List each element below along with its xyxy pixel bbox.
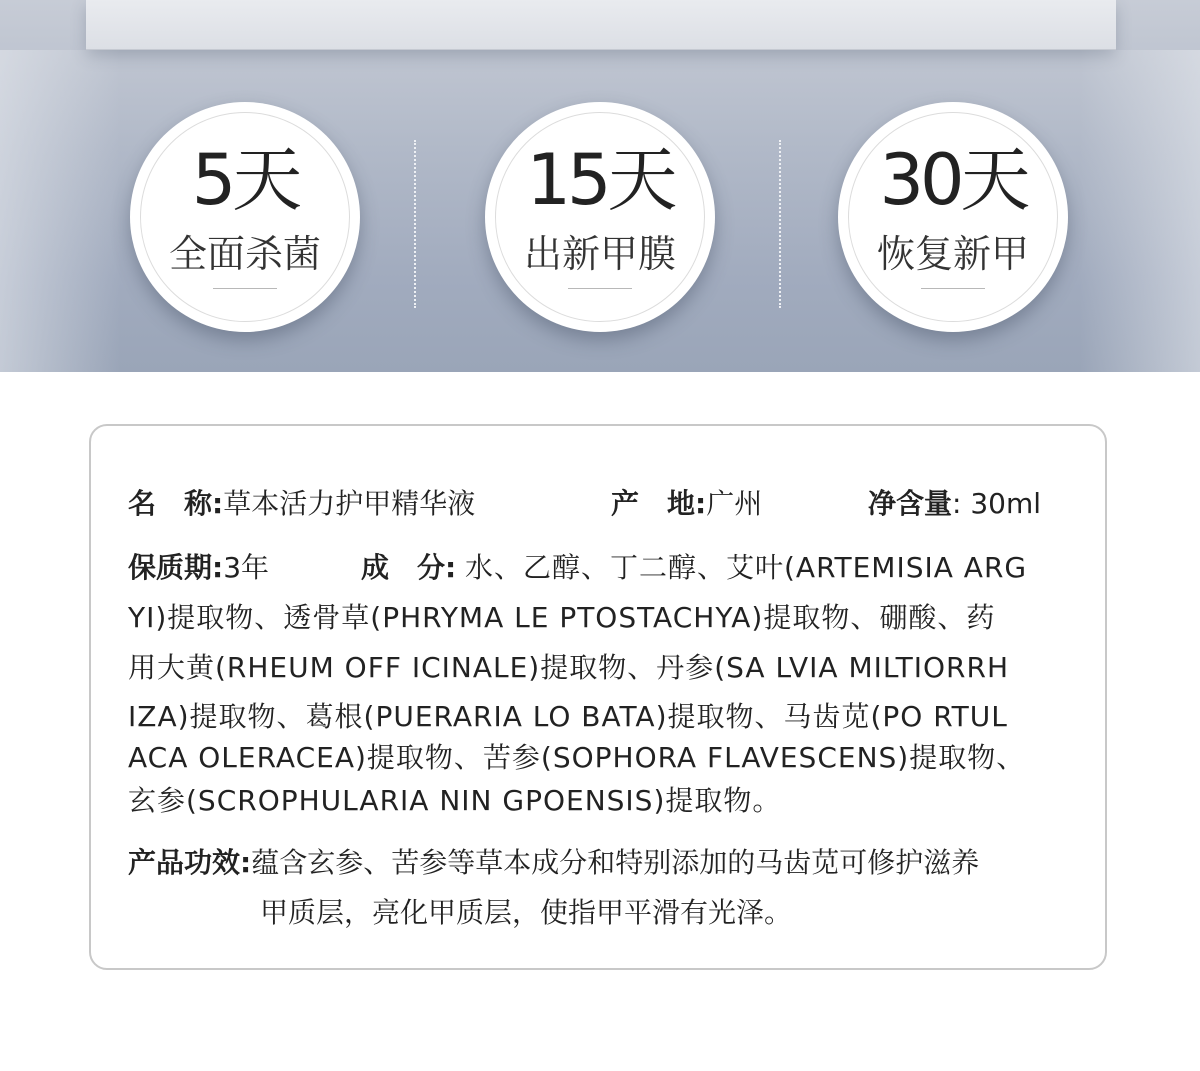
dotted-divider <box>414 140 416 308</box>
product-name <box>128 484 475 524</box>
banner-glow-left <box>0 50 120 372</box>
banner-glow-right <box>1080 50 1200 372</box>
origin-label: 产 地: <box>611 487 707 520</box>
badge-number: 5天 <box>191 139 299 221</box>
badge-label: 全面杀菌 <box>168 232 321 276</box>
badge-number: 15天 <box>526 139 674 221</box>
badge-label: 出新甲膜 <box>523 232 676 276</box>
badge-underline <box>568 288 632 289</box>
info-row-basic <box>128 484 1078 524</box>
net-label: 净含量 <box>868 487 953 520</box>
effect-line-1: 蕴含玄参、苦参等草本成分和特别添加的马齿苋可修护滋养 <box>251 846 980 879</box>
ingredients-label: 成 分: <box>361 551 457 584</box>
ingredients-line: YI)提取物、透骨草(PHRYMA LE PTOSTACHYA)提取物、硼酸、药 <box>128 601 996 634</box>
effect-label: 产品功效: <box>128 846 252 879</box>
product-net-content <box>868 484 1041 524</box>
badge-15-days <box>485 102 715 332</box>
shelf-label: 保质期: <box>128 551 224 584</box>
badge-5-days <box>130 102 360 332</box>
shelf-value: 3年 <box>223 551 270 584</box>
net-value: : 30ml <box>952 487 1042 520</box>
product-origin <box>611 484 762 524</box>
ingredients-line: ACA OLERACEA)提取物、苦参(SOPHORA FLAVESCENS)提取物、 <box>128 741 1026 774</box>
dotted-divider <box>779 140 781 308</box>
badge-underline <box>921 288 985 289</box>
ingredients-line: 玄参(SCROPHULARIA NIN GPOENSIS)提取物。 <box>128 784 782 817</box>
ingredients-line: 水、乙醇、丁二醇、艾叶(ARTEMISIA ARG <box>465 551 1028 584</box>
info-row-effect <box>128 843 979 883</box>
display-shelf <box>86 0 1116 50</box>
badge-label: 恢复新甲 <box>876 232 1029 276</box>
ingredients-line: IZA)提取物、葛根(PUERARIA LO BATA)提取物、马齿苋(PO RTUL <box>128 700 1008 733</box>
badge-number: 30天 <box>879 139 1027 221</box>
name-label: 名 称: <box>128 487 224 520</box>
ingredients-line: 用大黄(RHEUM OFF ICINALE)提取物、丹参(SA LVIA MILTIORRH <box>128 651 1009 684</box>
badge-underline <box>213 288 277 289</box>
shelf-life <box>128 548 269 588</box>
hero-banner <box>0 0 1200 372</box>
badge-30-days <box>838 102 1068 332</box>
name-value: 草本活力护甲精华液 <box>223 487 476 520</box>
origin-value: 广州 <box>706 487 763 520</box>
effect-line-2: 甲质层，亮化甲质层，使指甲平滑有光泽。 <box>260 896 793 929</box>
